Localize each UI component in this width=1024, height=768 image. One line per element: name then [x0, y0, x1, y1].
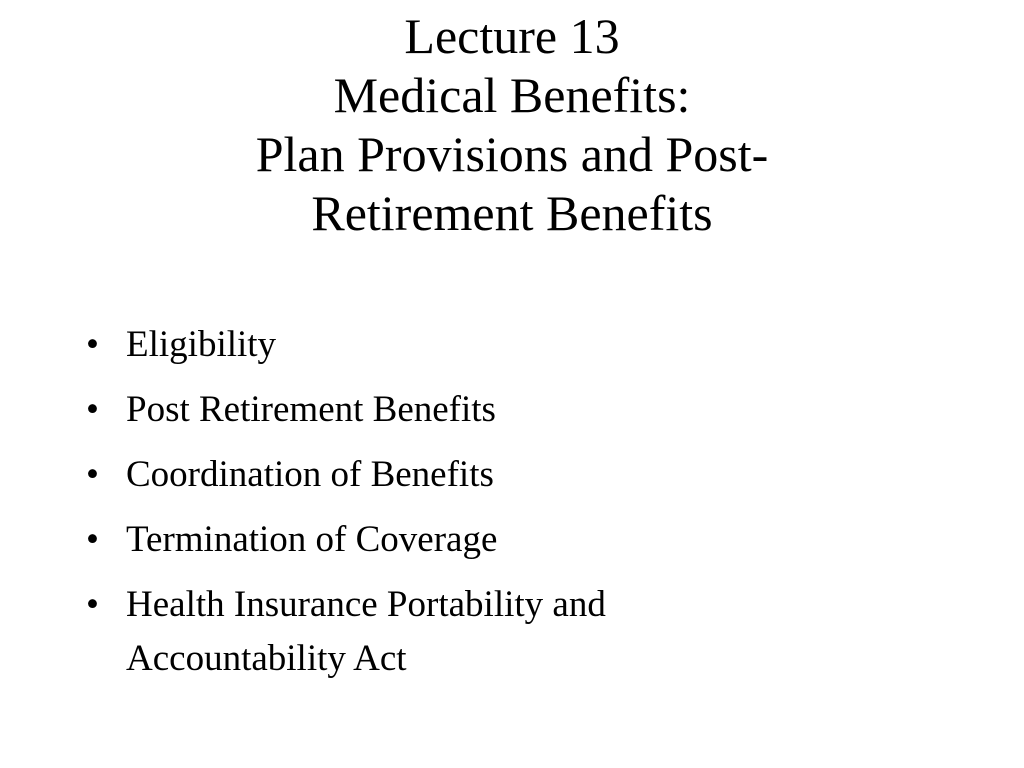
bullet-text: Eligibility — [126, 324, 277, 365]
bullet-icon: • — [86, 584, 99, 625]
list-item — [0, 513, 766, 567]
title-line-1: Lecture 13 — [404, 8, 620, 64]
bullet-icon: • — [86, 324, 99, 365]
bullet-text: Termination of Coverage — [126, 519, 498, 560]
title-line-4: Retirement Benefits — [311, 185, 713, 241]
bullet-icon: • — [86, 389, 99, 430]
title-line-2: Medical Benefits: — [333, 67, 691, 123]
bullet-icon: • — [86, 519, 99, 560]
list-item — [0, 448, 766, 502]
bullet-icon: • — [86, 454, 99, 495]
title-line-3: Plan Provisions and Post- — [255, 126, 769, 182]
list-item — [0, 318, 766, 372]
slide-title — [0, 6, 1024, 242]
bullet-text: Coordination of Benefits — [126, 454, 494, 495]
bullet-text: Health Insurance Portability and Accountability Act — [126, 584, 606, 679]
list-item — [0, 578, 766, 686]
bullet-text: Post Retirement Benefits — [126, 389, 496, 430]
bullet-list — [0, 318, 1024, 697]
list-item — [0, 383, 766, 437]
